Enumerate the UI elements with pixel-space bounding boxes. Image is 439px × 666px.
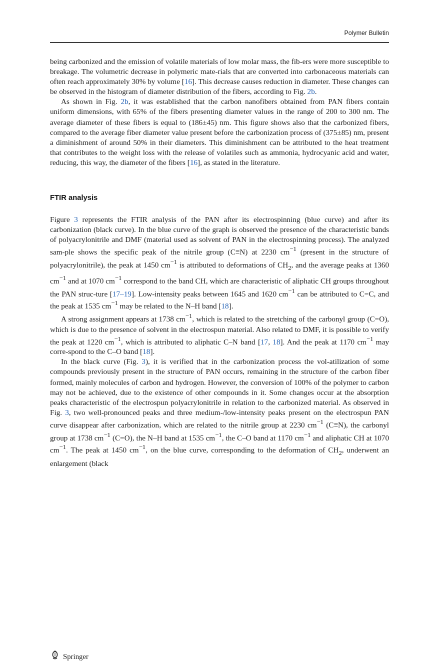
citation-link[interactable]: 3 — [141, 357, 146, 367]
superscript: −1 — [215, 431, 222, 439]
citation-link[interactable]: 18 — [221, 301, 229, 311]
springer-logo-icon — [50, 647, 60, 665]
citation-link[interactable]: 2b — [120, 97, 129, 107]
superscript: −1 — [316, 418, 324, 426]
running-header — [50, 26, 389, 43]
superscript: −1 — [289, 246, 297, 254]
citation-link[interactable]: 3 — [74, 215, 78, 225]
subscript: 2 — [338, 450, 342, 458]
paragraph: In the black curve (Fig. 3), it is verified that in the carbonization process the vol-atilization of some compounds previously present in the structure of PAN occurs, remaining in the structure of the carbon fiber formed, mainly molecules of carbon and hydrogen. However, the conversion of 100% of the polymer to carbon may not be achieved, due to the existence of other compounds in it. Some changes occur at the absorption peaks characteristic of the electrospun polyacrylonitrile in relation to the carbonized material. As observed in Fig. 3, two well-pronounced peaks and three medium-/low-intensity peaks present on the electrospun PAN curve disappear after carbonization, which are related to the nitrile group at 2230 $cm^{-1}$ (C≡N), the carbonyl group at 1738 $cm^{-1}$ (C=O), the N–H band at 1535 $cm^{-1}$, the C–O band at 1170 $cm^{-1}$ and aliphatic CH at 1070 $cm^{-1}$. The peak at 1450 $cm^{-1}$, on the blue curve, corresponding to the deformation of $CH_2$, underwent an enlargement (black — [50, 357, 390, 469]
superscript: −1 — [366, 335, 374, 343]
journal-name: Polymer Bulletin — [344, 30, 389, 37]
superscript: −1 — [288, 287, 295, 295]
citation-link[interactable]: 18 — [272, 337, 281, 347]
superscript: −1 — [170, 258, 178, 266]
citation-link[interactable]: 3 — [65, 407, 69, 417]
page-body — [50, 57, 389, 469]
subscript: 2 — [288, 264, 292, 272]
citation-link[interactable]: 18 — [142, 347, 151, 357]
superscript: −1 — [111, 300, 118, 308]
superscript: −1 — [103, 431, 111, 439]
page-footer — [50, 650, 88, 662]
superscript: −1 — [138, 444, 146, 452]
superscript: −1 — [59, 275, 67, 283]
paragraph: being carbonized and the emission of volatile materials of low molar mass, the fib-ers were more susceptible to breakage. The volumetric decrease in polymeric mate-rials that are converted into carbonaceous materials can often reach approximately 30% by volume [16]. This decrease causes reduction in diameter. These changes can be observed in the histogram of diameter distribution of the fibers, according to Fig. 2b. — [50, 57, 389, 97]
paragraph: Figure 3 represents the FTIR analysis of the PAN after its electrospinning (blue curve) and after its carbonization (black curve). In the blue curve of the graph is observed the presence of the characteristic bands of polyacrylonitrile and DMF (material used as solvent of PAN in the electrospinning process). The analyzed sam-ple shows the specific peak of the nitrile group (C≡N) at 2230 $cm^{-1}$ (present in the structure of polyacrylonitrile), the peak at 1450 $cm^{-1}$ is attributed to deformations of $CH_2$, and the average peaks at 1360 $cm^{-1}$ and at 1070 $cm^{-1}$ correspond to the band CH, which are characteristic of aliphatic CH groups throughout the PAN struc-ture [17–19]. Low-intensity peaks between 1645 and 1620 $cm^{-1}$ can be attributed to C=C, and the peak at 1535 $cm^{-1}$ may be related to the N–H band [18]. — [50, 215, 390, 311]
paragraph: A strong assignment appears at 1738 $cm^{-1}$, which is related to the stretching of the carbonyl group (C=O), which is due to the presence of solvent in the electrospun material. Also related to DMF, it is possible to verify the peak at 1220 $cm^{-1}$, which is attributed to aliphatic C–N band [17, 18]. And the peak at 1170 $cm^{-1}$ may corre-spond to the C–O band [18]. — [50, 312, 389, 357]
citation-link[interactable]: 2b — [307, 87, 315, 97]
superscript: −1 — [114, 275, 122, 283]
superscript: −1 — [114, 335, 121, 343]
superscript: −1 — [59, 444, 67, 452]
citation-link[interactable]: 16 — [184, 77, 193, 87]
superscript: −1 — [185, 312, 193, 320]
citation-link[interactable]: 17–19 — [112, 289, 132, 299]
citation-link[interactable]: 17 — [260, 337, 269, 347]
superscript: −1 — [303, 431, 311, 439]
publisher-name: Springer — [63, 651, 89, 661]
section-heading: FTIR analysis — [50, 193, 98, 203]
citation-link[interactable]: 16 — [189, 157, 198, 167]
paragraph: As shown in Fig. 2b, it was established that the carbon nanofibers obtained from PAN fibers contain uniform dimensions, with 65% of the fibers presenting diameter values in the range of 200 to 300 nm. The average diameter of these fibers is equal to (186±45) nm. This figure shows also that the carbonized fibers, compared to the average fiber diameter value present before the carbonization process of (375±85) nm, present a diminishment of around 50% in their diameters. This diminishment can be attributed to the heat treatment that contributes to the weight loss with the release of volatiles such as ammonia, hydrocyanic acid and water, reducing, this way, the diameter of the fibers [16], as stated in the literature. — [50, 97, 389, 167]
